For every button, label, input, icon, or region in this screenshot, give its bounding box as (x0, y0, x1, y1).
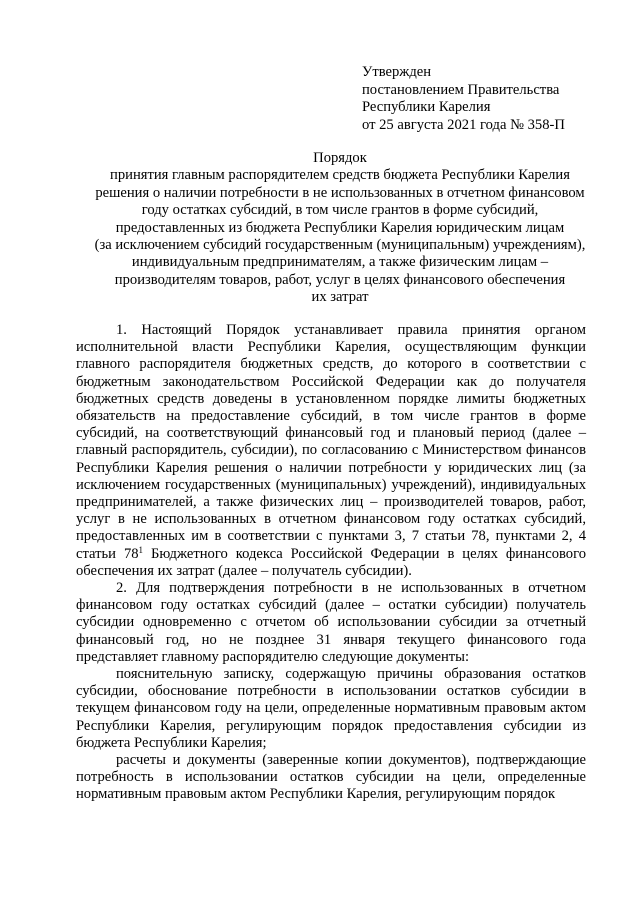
title-line: их затрат (311, 289, 369, 306)
approval-line: Республики Карелия (362, 99, 491, 115)
article-superscript: 1 (138, 544, 144, 555)
document-title (60, 150, 620, 307)
approval-line: постановлением Правительства (362, 81, 560, 98)
title-line: производителям товаров, работ, услуг в целях финансового обеспечения (114, 271, 566, 288)
paragraph-1 (76, 322, 586, 580)
approval-date-line: от 25 августа 2021 года № 358-П (362, 116, 565, 133)
approval-line: Утвержден (362, 64, 432, 80)
paragraph-4: расчеты и документы (заверенные копии документов), подтверждающие потребность в использовании остатков субсидии на цели, определенные нормативным правовым актом Республики Карелия, регулирующим порядок (76, 752, 586, 803)
paragraph-2: 2. Для подтверждения потребности в не использованных в отчетном финансовом году остатках субсидий (далее – остатки субсидии) получатель субсидии одновременно с отчетом об использовании субсидии за отчетный финансовый год, но не позднее 31 января текущего финансового года представляет главному распорядителю следующие документы: (76, 580, 586, 665)
title-line: решения о наличии потребности в не использованных в отчетном финансовом (95, 184, 585, 201)
document-body (76, 322, 586, 804)
paragraph-1-tail: Бюджетного кодекса Российской Федерации в целях финансового обеспечения их затрат (далее – получатель субсидии). (76, 545, 586, 579)
title-line: (за исключением субсидий государственным (муниципальным) учреждениям), (94, 236, 586, 253)
paragraph-3: пояснительную записку, содержащую причины образования остатков субсидии, обоснование потребности в использовании остатков субсидии в текущем финансовом году на цели, определенные нормативным правовым актом Республики Карелия, регулирующим порядок предоставления субсидии из бюджета Республики Карелия; (76, 666, 586, 751)
title-line: предоставленных из бюджета Республики Карелия юридическим лицам (115, 219, 565, 236)
approval-stamp (362, 64, 565, 134)
title-line: индивидуальным предпринимателям, а также физическим лицам – (131, 254, 549, 271)
title-line: Порядок (313, 150, 367, 166)
title-line: году остатках субсидий, в том числе грантов в форме субсидий, (141, 202, 539, 219)
paragraph-1-text: 1. Настоящий Порядок устанавливает правила принятия органом исполнительной власти Республики Карелия, осуществляющим функции главного распорядителя бюджетных средств, до которого в соответствии с бюджетным законодательством Российской Федерации как до получателя бюджетных средств доведены в установленном порядке лимиты бюджетных обязательств на предоставление субсидий, в том числе грантов в форме субсидий, на соответствующий финансовый год и плановый период (далее – главный распорядитель, субсидии), по согласованию с Министерством финансов Республики Карелия решения о наличии потребности у юридических лиц (за исключением государственных (муниципальных) учреждений), индивидуальных предпринимателей, а также физических лиц – производителей товаров, работ, услуг в не использованных в отчетном финансовом году остатках субсидий, предоставленных им в соответствии с пунктами 3, 7 статьи 78, пунктами 2, 4 статьи 78 (76, 322, 586, 562)
title-line: принятия главным распорядителем средств бюджета Республики Карелия (110, 167, 570, 184)
